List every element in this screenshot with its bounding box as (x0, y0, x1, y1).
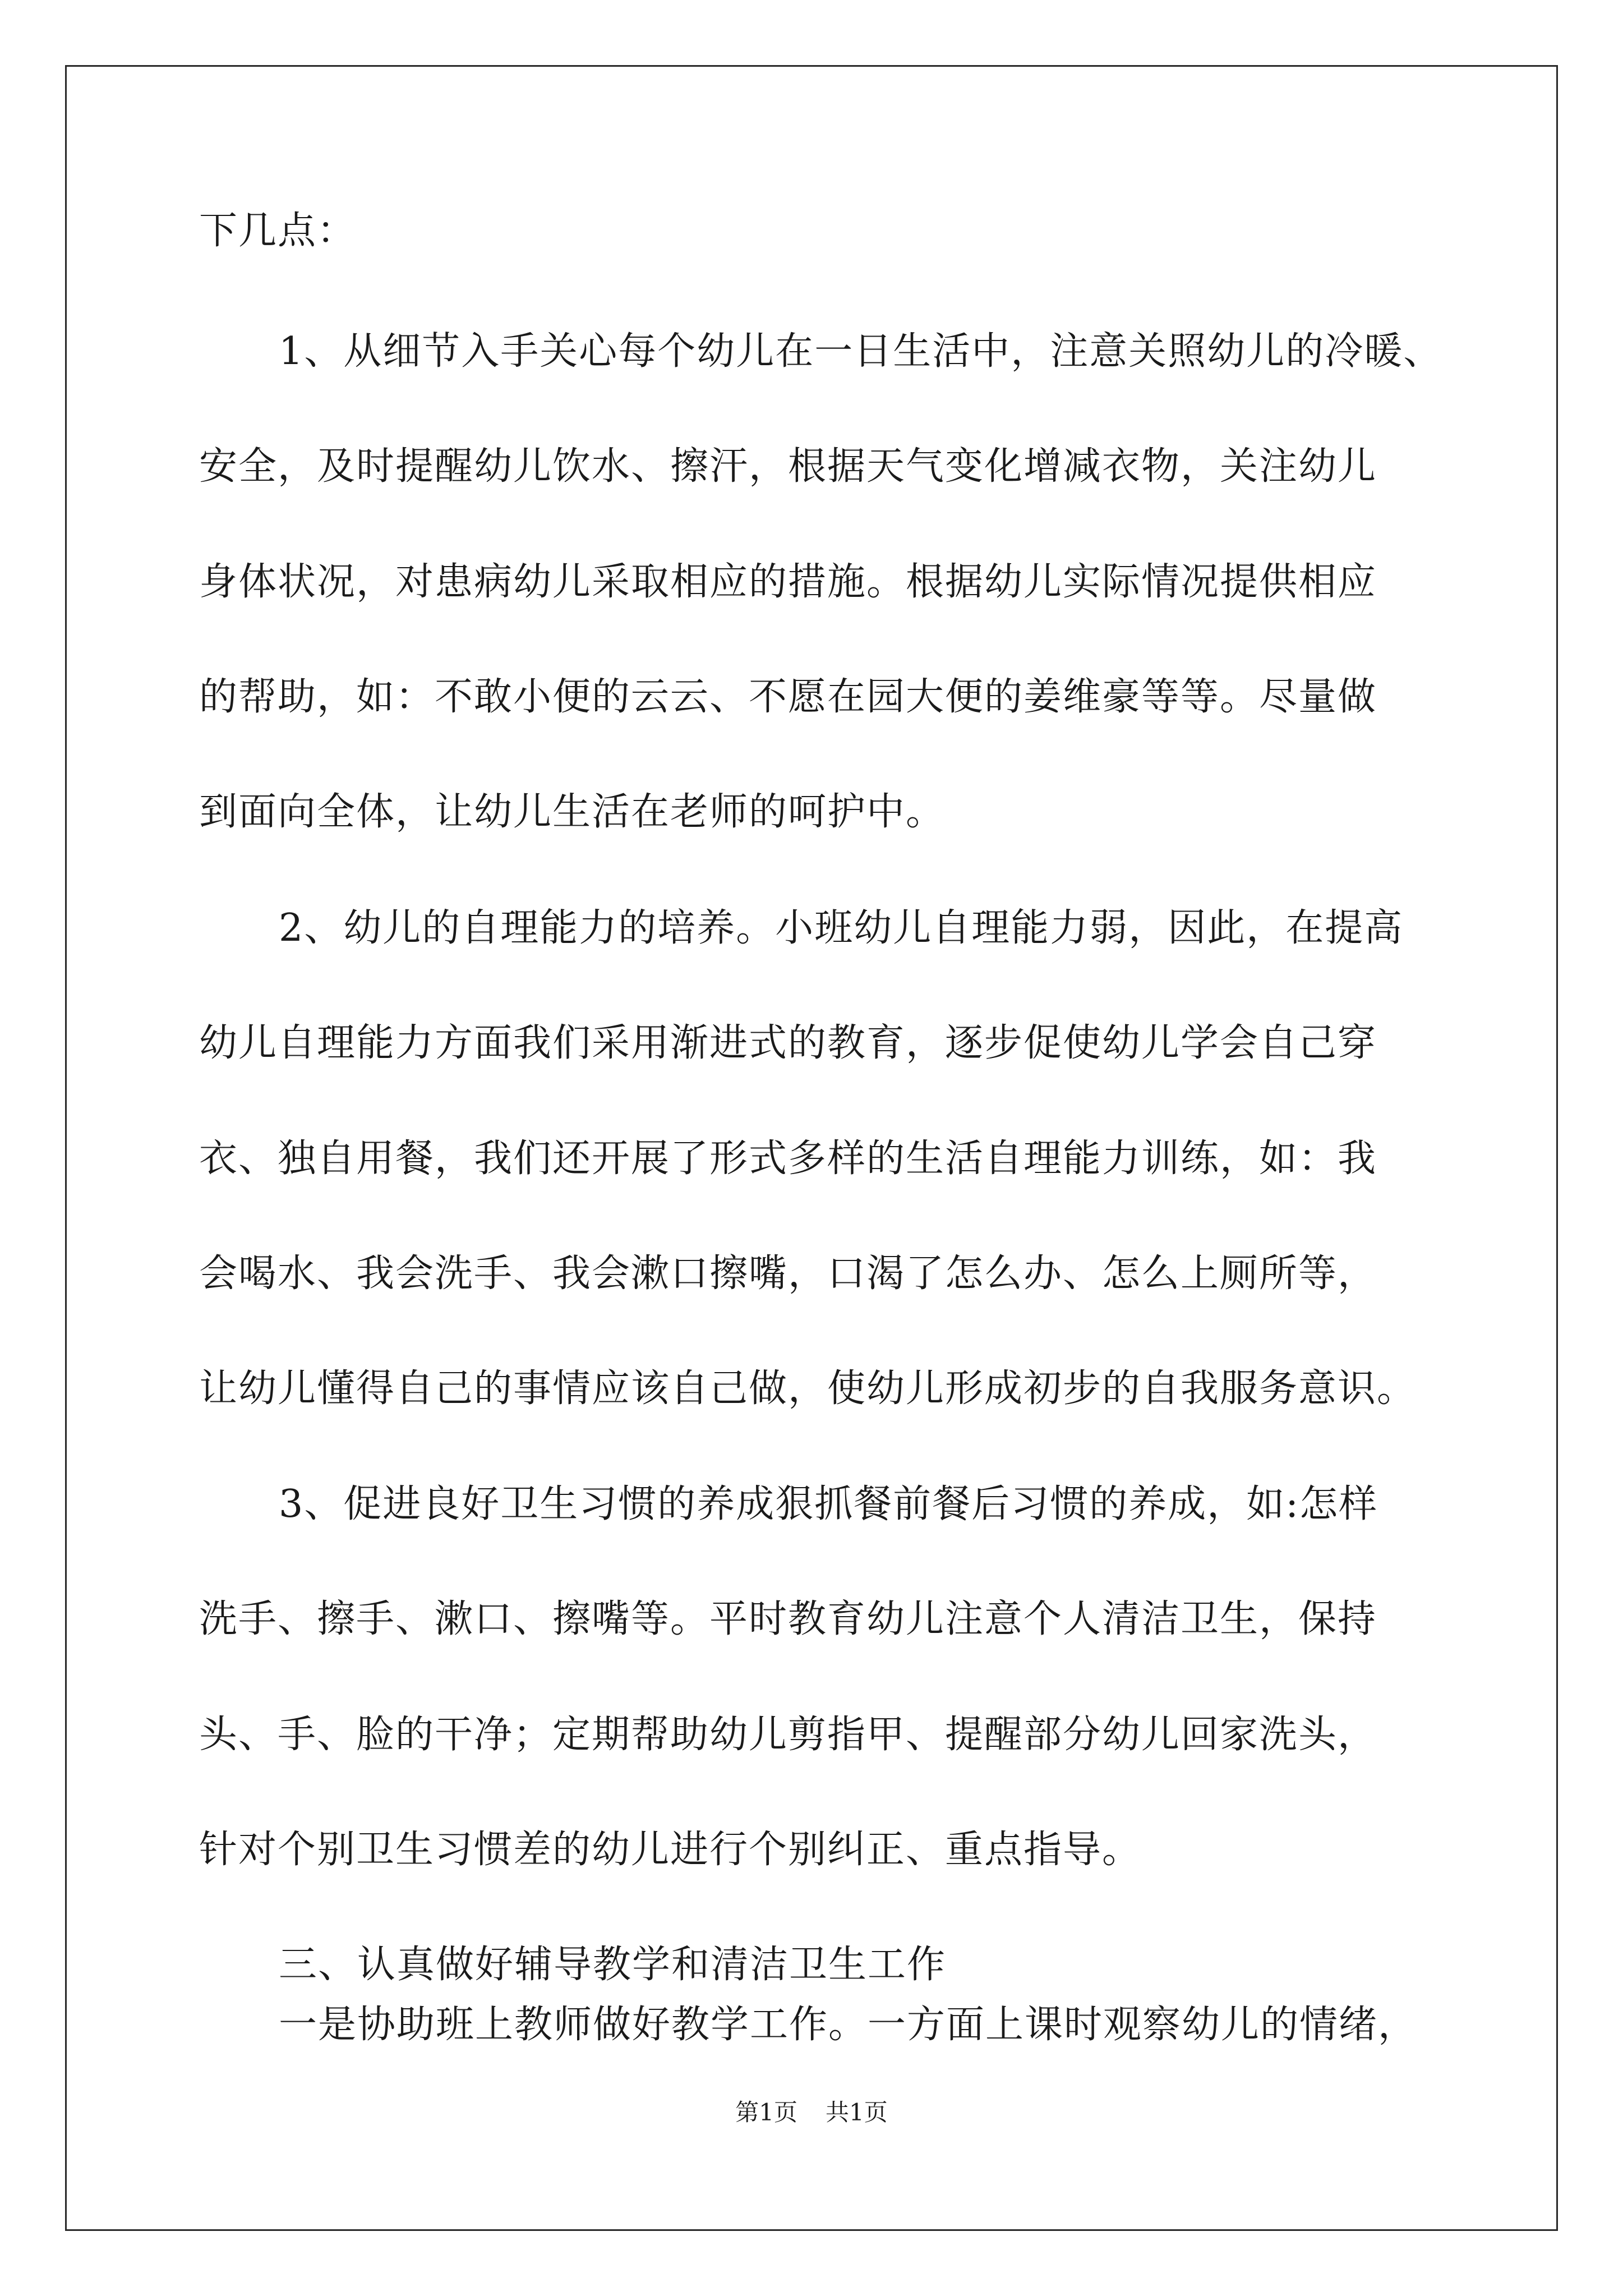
text-line: 幼儿自理能力方面我们采用渐进式的教育，逐步促使幼儿学会自己穿 (199, 1021, 1377, 1065)
text-line: 3、促进良好卫生习惯的养成狠抓餐前餐后习惯的养成，如:怎样 (279, 1482, 1378, 1526)
text-line: 1、从细节入手关心每个幼儿在一日生活中，注意关照幼儿的冷暖、 (279, 329, 1443, 374)
page-number: 第1页 (735, 2099, 797, 2126)
text-line: 会喝水、我会洗手、我会漱口擦嘴，口渴了怎么办、怎么上厕所等， (199, 1251, 1377, 1296)
text-line: 安全，及时提醒幼儿饮水、擦汗，根据天气变化增减衣物，关注幼儿 (199, 444, 1377, 489)
section-heading: 三、认真做好辅导教学和清洁卫生工作 (279, 1943, 947, 1987)
text-line: 的帮助，如：不敢小便的云云、不愿在园大便的姜维豪等等。尽量做 (199, 675, 1377, 719)
text-line: 洗手、擦手、漱口、擦嘴等。平时教育幼儿注意个人清洁卫生，保持 (199, 1597, 1377, 1641)
text-line: 针对个别卫生习惯差的幼儿进行个别纠正、重点指导。 (199, 1828, 1142, 1872)
text-line: 衣、独自用餐，我们还开展了形式多样的生活自理能力训练，如：我 (199, 1137, 1377, 1181)
text-line: 到面向全体，让幼儿生活在老师的呵护中。 (199, 790, 946, 834)
page-total: 共1页 (826, 2099, 888, 2126)
text-line: 一是协助班上教师做好教学工作。一方面上课时观察幼儿的情绪， (279, 2003, 1418, 2047)
text-line: 2、幼儿的自理能力的培养。小班幼儿自理能力弱，因此，在提高 (279, 906, 1404, 950)
text-line: 让幼儿懂得自己的事情应该自己做，使幼儿形成初步的自我服务意识。 (199, 1366, 1417, 1411)
page-footer (0, 2096, 1623, 2129)
text-line: 身体状况，对患病幼儿采取相应的措施。根据幼儿实际情况提供相应 (199, 560, 1377, 604)
text-line: 头、手、脸的干净；定期帮助幼儿剪指甲、提醒部分幼儿回家洗头， (199, 1713, 1377, 1757)
text-line: 下几点： (199, 209, 357, 253)
